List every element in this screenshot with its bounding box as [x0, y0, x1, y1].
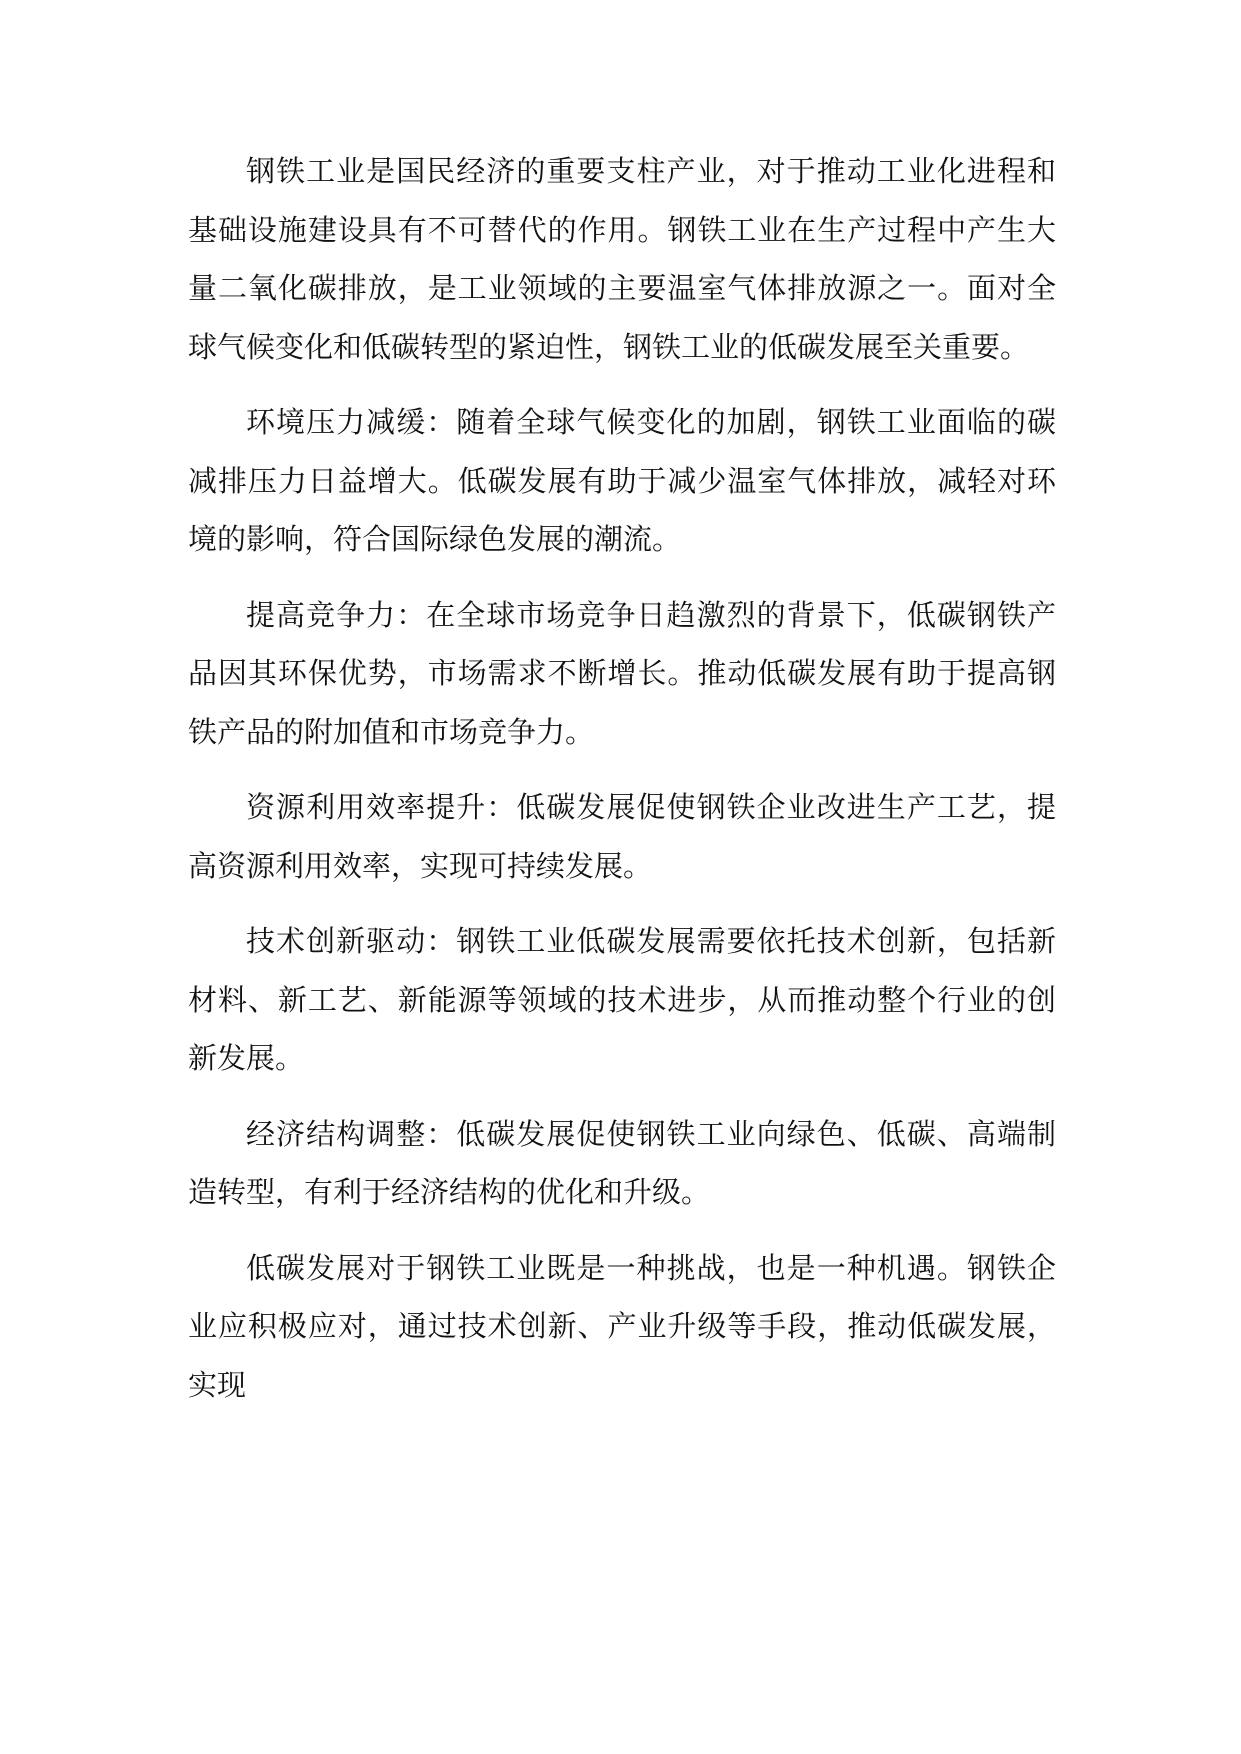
paragraph-conclusion: 低碳发展对于钢铁工业既是一种挑战，也是一种机遇。钢铁企业应积极应对，通过技术创新、产业升级等手段，推动低碳发展，实现 — [188, 1250, 1056, 1402]
paragraph-economic-structure: 经济结构调整：低碳发展促使钢铁工业向绿色、低碳、高端制造转型，有利于经济结构的优化和升级。 — [188, 1116, 1056, 1209]
paragraph-intro: 钢铁工业是国民经济的重要支柱产业，对于推动工业化进程和基础设施建设具有不可替代的作用。钢铁工业在生产过程中产生大量二氧化碳排放，是工业领域的主要温室气体排放源之一。面对全球气候变化和低碳转型的紧迫性，钢铁工业的低碳发展至关重要。 — [188, 154, 1056, 364]
paragraph-environment: 环境压力减缓：随着全球气候变化的加剧，钢铁工业面临的碳减排压力日益增大。低碳发展有助于减少温室气体排放，减轻对环境的影响，符合国际绿色发展的潮流。 — [188, 405, 1056, 556]
paragraph-competitiveness: 提高竞争力：在全球市场竞争日趋激烈的背景下，低碳钢铁产品因其环保优势，市场需求不断增长。推动低碳发展有助于提高钢铁产品的附加值和市场竞争力。 — [188, 597, 1056, 749]
paragraph-technology: 技术创新驱动：钢铁工业低碳发展需要依托技术创新，包括新材料、新工艺、新能源等领域的技术进步，从而推动整个行业的创新发展。 — [188, 924, 1056, 1075]
body-text — [188, 142, 1056, 1431]
paragraph-resource-efficiency: 资源利用效率提升：低碳发展促使钢铁企业改进生产工艺，提高资源利用效率，实现可持续发展。 — [188, 790, 1056, 883]
